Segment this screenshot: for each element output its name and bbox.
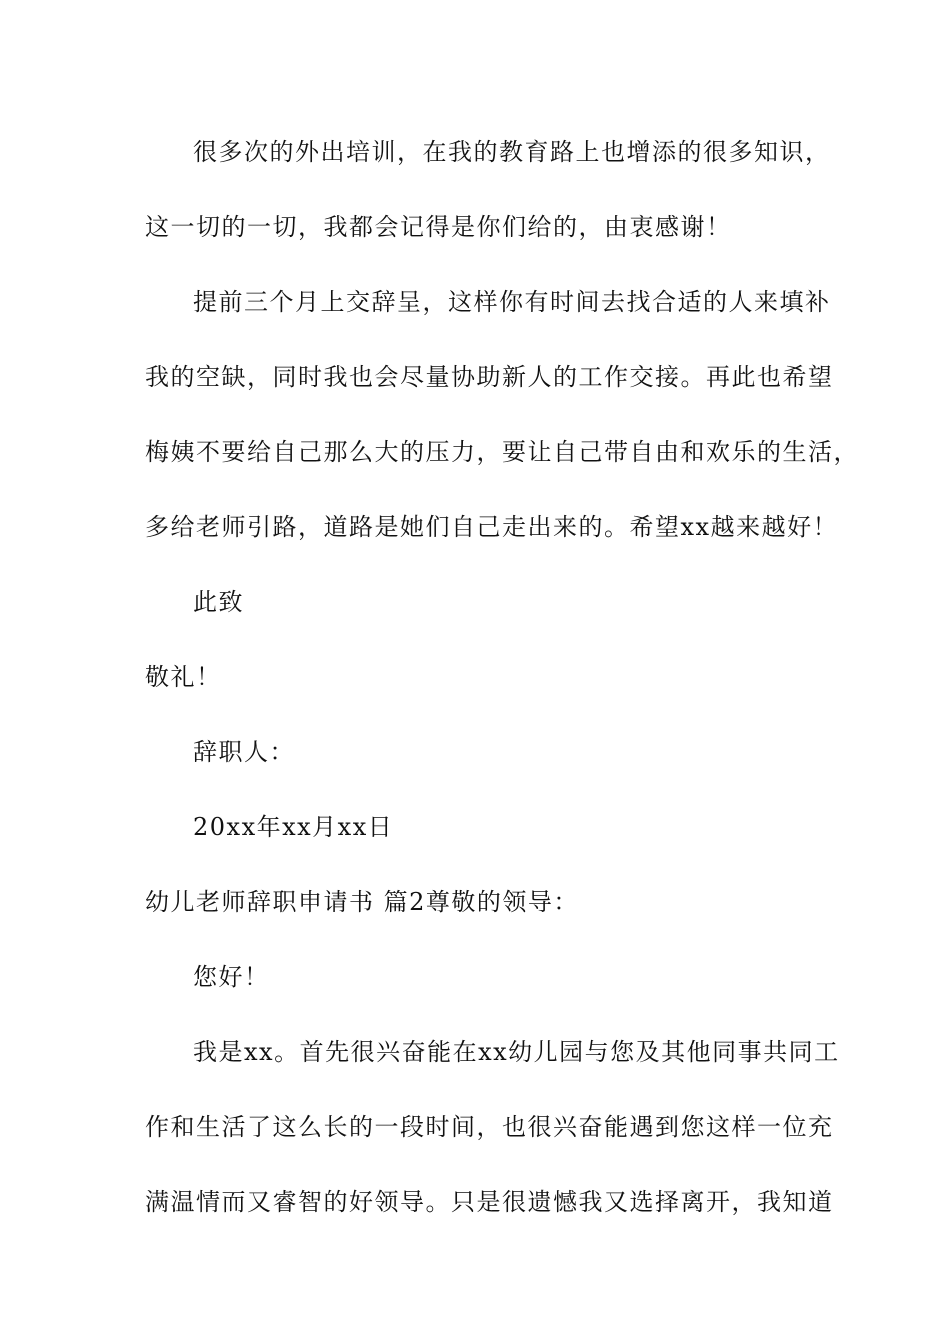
section-heading: 幼儿老师辞职申请书 篇2尊敬的领导： <box>145 888 579 916</box>
paragraph-line: 我的空缺，同时我也会尽量协助新人的工作交接。再此也希望 <box>145 363 834 391</box>
greeting: 您好！ <box>193 963 270 991</box>
paragraph-line: 多给老师引路，道路是她们自己走出来的。希望xx越来越好！ <box>145 513 839 541</box>
closing-salutation: 此致 <box>193 588 244 616</box>
closing-respect: 敬礼！ <box>145 663 222 691</box>
paragraph-line: 这一切的一切，我都会记得是你们给的，由衷感谢！ <box>145 213 732 241</box>
paragraph-line: 梅姨不要给自己那么大的压力，要让自己带自由和欢乐的生活， <box>145 438 859 466</box>
date-line: 20xx年xx月xx日 <box>193 813 394 841</box>
paragraph-line: 满温情而又睿智的好领导。只是很遗憾我又选择离开，我知道 <box>145 1188 834 1216</box>
signature-label: 辞职人： <box>193 738 295 766</box>
paragraph-line: 作和生活了这么长的一段时间，也很兴奋能遇到您这样一位充 <box>145 1113 834 1141</box>
paragraph-line: 提前三个月上交辞呈，这样你有时间去找合适的人来填补 <box>193 288 831 316</box>
paragraph-line: 我是xx。首先很兴奋能在xx幼儿园与您及其他同事共同工 <box>193 1038 840 1066</box>
paragraph-line: 很多次的外出培训，在我的教育路上也增添的很多知识， <box>193 138 831 166</box>
